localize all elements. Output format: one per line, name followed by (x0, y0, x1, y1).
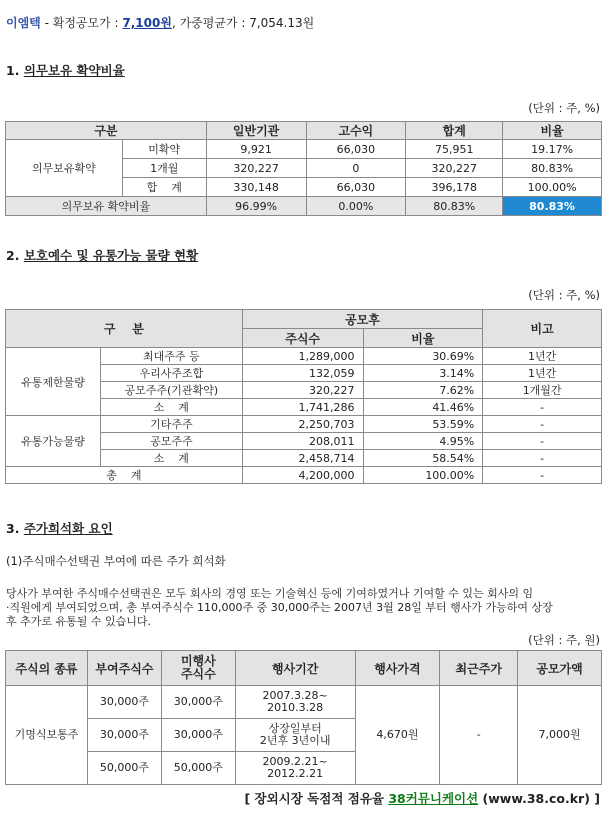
lockup-volume-table (5, 309, 602, 484)
group-label: 유통제한물량 (6, 348, 101, 416)
row-label: 최대주주 등 (100, 348, 242, 365)
table-row (6, 416, 602, 433)
cell: 330,148 (206, 178, 306, 197)
exercise-price: 4,670원 (355, 686, 440, 785)
cell: 320,227 (406, 159, 503, 178)
cell: - (483, 416, 602, 433)
section2-title: 2. 보호예수 및 유통가능 물량 현황 (6, 248, 199, 263)
row-label: 우리사주조합 (100, 365, 242, 382)
cell: 상장일부터 2년후 3년이내 (235, 719, 355, 752)
table-row-total (6, 467, 602, 484)
offer-price-label: - 확정공모가 : (40, 16, 123, 30)
col-header: 고수익 (306, 122, 406, 140)
cell: 100.00% (363, 467, 483, 484)
cell: 19.17% (503, 140, 602, 159)
cell: 7.62% (363, 382, 483, 399)
weighted-average-label: , 가중평균가 : 7,054.13원 (171, 16, 315, 30)
cell: 396,178 (406, 178, 503, 197)
cell: 80.83% (406, 197, 503, 216)
offer-summary (6, 14, 314, 31)
col-header: 비율 (503, 122, 602, 140)
cell: 320,227 (206, 159, 306, 178)
cell: 30.69% (363, 348, 483, 365)
col-header: 행사기간 (235, 651, 355, 686)
col-header: 구분 (6, 122, 207, 140)
table-row (6, 140, 602, 159)
cell: 53.59% (363, 416, 483, 433)
group-label: 유통가능물량 (6, 416, 101, 467)
cell: 50,000주 (87, 752, 161, 785)
cell: 75,951 (406, 140, 503, 159)
section3-paragraph: 당사가 부여한 주식매수선택권은 모두 회사의 경영 또는 기술혁신 등에 기여하였거나 기여할 수 있는 회사의 임 ·직원에게 부여되었으며, 총 부여주식수 110,000주 중 30,000주는 2007년 3월 28일 부터 행사가 가능하여 상장 후 추가로 유통될 수 있습니다. (6, 587, 553, 628)
cell: 96.99% (206, 197, 306, 216)
col-header: 행사가격 (355, 651, 440, 686)
row-label: 총 계 (6, 467, 243, 484)
col-header: 합계 (406, 122, 503, 140)
section3-title: 3. 주가희석화 요인 (6, 521, 113, 536)
section1-title: 1. 의무보유 확약비율 (6, 63, 125, 78)
cell: 30,000주 (87, 719, 161, 752)
row-label: 공모주주 (100, 433, 242, 450)
footer-credit: [ 장외시장 독점적 점유율 38커뮤니케이션 (www.38.co.kr) ] (244, 791, 600, 806)
cell: 1년간 (483, 348, 602, 365)
row-label: 소 계 (100, 399, 242, 416)
cell: - (483, 467, 602, 484)
cell: 3.14% (363, 365, 483, 382)
table-row (6, 686, 602, 719)
cell: 4,200,000 (242, 467, 363, 484)
row-label: 합 계 (122, 178, 206, 197)
col-header: 일반기관 (206, 122, 306, 140)
col-header: 구 분 (6, 310, 243, 348)
cell: 0 (306, 159, 406, 178)
section3-subtitle: (1)주식매수선택권 부여에 따른 주가 희석화 (6, 554, 226, 568)
row-label: 미확약 (122, 140, 206, 159)
col-header: 공모후 (242, 310, 483, 329)
col-header: 공모가액 (518, 651, 602, 686)
col-header: 최근주가 (440, 651, 518, 686)
cell: 1,289,000 (242, 348, 363, 365)
cell: 2,250,703 (242, 416, 363, 433)
cell: 2009.2.21~ 2012.2.21 (235, 752, 355, 785)
cell: - (483, 450, 602, 467)
section3-unit: (단위 : 주, 원) (528, 633, 600, 647)
cell: 80.83% (503, 159, 602, 178)
cell: - (483, 433, 602, 450)
cell: 58.54% (363, 450, 483, 467)
cell: 0.00% (306, 197, 406, 216)
highlight-cell: 80.83% (503, 197, 602, 216)
cell: 66,030 (306, 178, 406, 197)
cell: 30,000주 (161, 719, 235, 752)
cell: 2007.3.28~ 2010.3.28 (235, 686, 355, 719)
row-label: 기타주주 (100, 416, 242, 433)
section1-unit: (단위 : 주, %) (528, 101, 600, 115)
offer-price-value: 7,100원 (122, 16, 172, 30)
col-header: 비고 (483, 310, 602, 348)
cell: 320,227 (242, 382, 363, 399)
offer-price: 7,000원 (518, 686, 602, 785)
cell: 1개월간 (483, 382, 602, 399)
col-header: 비율 (363, 329, 483, 348)
stock-kind: 기명식보통주 (6, 686, 88, 785)
lockup-ratio-table (5, 121, 602, 216)
col-header: 부여주식수 (87, 651, 161, 686)
cell: 2,458,714 (242, 450, 363, 467)
row-label: 의무보유 확약비율 (6, 197, 207, 216)
cell: 208,011 (242, 433, 363, 450)
col-header: 주식수 (242, 329, 363, 348)
group-label: 의무보유확약 (6, 140, 123, 197)
company-name: 이엠텍 (6, 16, 41, 30)
stock-option-table (5, 650, 602, 785)
cell: 100.00% (503, 178, 602, 197)
cell: 30,000주 (87, 686, 161, 719)
cell: 4.95% (363, 433, 483, 450)
cell: 50,000주 (161, 752, 235, 785)
col-header: 주식의 종류 (6, 651, 88, 686)
table-row-summary (6, 197, 602, 216)
cell: 41.46% (363, 399, 483, 416)
cell: 1,741,286 (242, 399, 363, 416)
cell: 30,000주 (161, 686, 235, 719)
section2-unit: (단위 : 주, %) (528, 288, 600, 302)
row-label: 소 계 (100, 450, 242, 467)
row-label: 공모주주(기관확약) (100, 382, 242, 399)
row-label: 1개월 (122, 159, 206, 178)
cell: 9,921 (206, 140, 306, 159)
cell: 132,059 (242, 365, 363, 382)
cell: - (483, 399, 602, 416)
col-header: 미행사 주식수 (161, 651, 235, 686)
cell: 66,030 (306, 140, 406, 159)
table-row (6, 348, 602, 365)
cell: 1년간 (483, 365, 602, 382)
recent-price: - (440, 686, 518, 785)
footer-link[interactable]: 38커뮤니케이션 (388, 791, 479, 806)
